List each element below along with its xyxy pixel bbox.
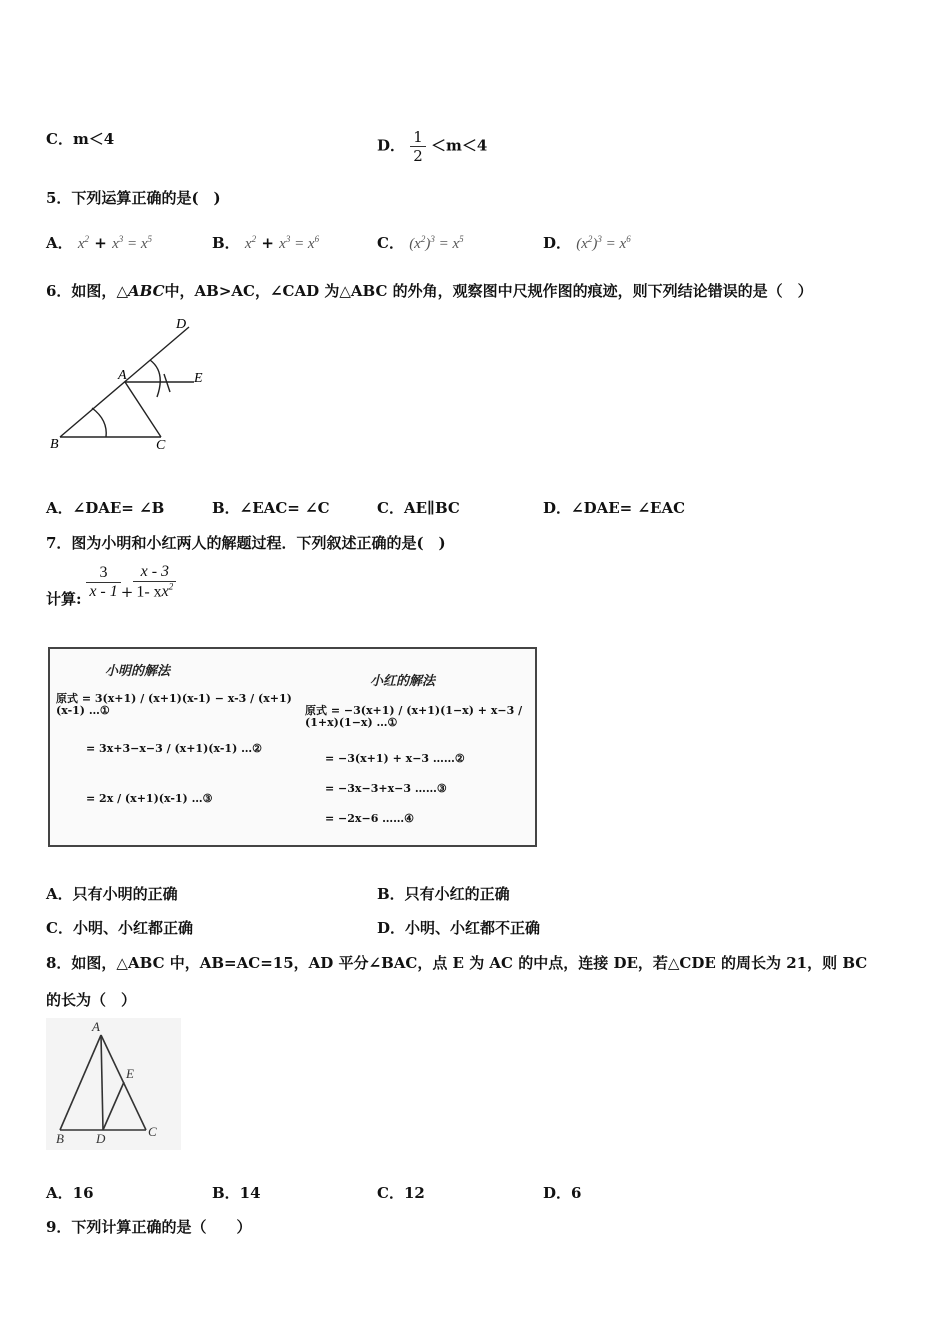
- q6-option-b[interactable]: B．∠EAC= ∠C: [212, 499, 330, 517]
- q7-plus: +: [120, 583, 134, 602]
- q5-option-d-label: D．: [543, 234, 572, 252]
- q7-xh-line-3: = −3x−3+x−3 ……③: [325, 782, 447, 795]
- q7-option-d[interactable]: D．小明、小红都不正确: [377, 919, 541, 937]
- q7-option-b[interactable]: B．只有小红的正确: [377, 885, 510, 903]
- q6-label-d: D: [176, 317, 187, 332]
- q5-option-a[interactable]: A． $x^2 + x^3 = x^5$: [46, 234, 153, 252]
- q6-arc-tick: [164, 374, 170, 392]
- q7-xh-line-4: = −2x−6 ……④: [325, 812, 415, 825]
- q7-option-c[interactable]: C．小明、小红都正确: [46, 919, 193, 937]
- q6-figure: [46, 312, 226, 457]
- q6-line-ac: [125, 382, 161, 437]
- q8-label-a: A: [92, 1019, 100, 1034]
- q5-option-c-label: C．: [377, 234, 404, 252]
- q8-option-c[interactable]: C．12: [377, 1184, 425, 1202]
- q9-stem: 9．下列计算正确的是（ ）: [46, 1218, 252, 1236]
- q7-expression: [46, 563, 176, 608]
- q4-option-d-fraction: $\frac{1}{2}$: [410, 128, 426, 165]
- q6-arc-b: [92, 408, 106, 437]
- q6-option-a[interactable]: A．∠DAE= ∠B: [46, 499, 165, 517]
- q7-xm-line-1: 原式 = 3(x+1) / (x+1)(x-1) − x-3 / (x+1)(x-1) …①: [56, 692, 292, 718]
- q8-label-b: B: [56, 1131, 64, 1146]
- q7-xm-title: 小明的解法: [105, 664, 171, 679]
- q8-stem-line-1: 8．如图，△ABC 中，AB=AC=15，AD 平分∠BAC，点 E 为 AC 的中点，连接 DE，若△CDE 的周长为 21，则 BC: [46, 954, 868, 972]
- q7-fraction-2: $\frac{x - 3}{1- xx^2}$: [133, 563, 176, 601]
- q4-option-d[interactable]: [377, 128, 487, 165]
- q6-option-c[interactable]: C．AE∥BC: [377, 499, 460, 517]
- q6-option-d[interactable]: D．∠DAE= ∠EAC: [543, 499, 686, 517]
- q7-fraction-1: $\frac{3}{x - 1}$: [86, 564, 120, 601]
- q6-label-b: B: [50, 437, 59, 452]
- q8-option-d[interactable]: D．6: [543, 1184, 582, 1202]
- q8-figure: [46, 1018, 181, 1150]
- q6-label-e: E: [194, 371, 203, 386]
- q6-label-c: C: [156, 438, 166, 453]
- q6-stem: 6．如图，△ABC中，AB>AC，∠CAD 为△ABC 的外角，观察图中尺规作图的痕迹，则下列结论错误的是（ ）: [46, 282, 813, 300]
- q7-calc-label: 计算:: [46, 589, 82, 608]
- q8-option-b[interactable]: B．14: [212, 1184, 261, 1202]
- q8-stem-line-2: 的长为（ ）: [46, 991, 137, 1009]
- q8-option-a[interactable]: A．16: [46, 1184, 94, 1202]
- q7-xm-line-2: = 3x+3−x−3 / (x+1)(x-1) …②: [86, 742, 262, 755]
- q7-option-a[interactable]: A．只有小明的正确: [46, 885, 178, 903]
- q7-solution-box: [48, 647, 537, 847]
- q4-option-d-rest: ＜m＜4: [431, 136, 488, 155]
- q5-option-a-label: A．: [46, 234, 73, 252]
- q4-option-c[interactable]: C．m＜4: [46, 130, 115, 148]
- q5-option-b-label: B．: [212, 234, 240, 252]
- q5-option-b[interactable]: B． $x^2 + x^3 = x^6$: [212, 234, 320, 252]
- q7-xh-line-1: 原式 = −3(x+1) / (x+1)(1−x) + x−3 / (1+x)(1−x) …①: [305, 704, 523, 730]
- q7-xh-title: 小红的解法: [370, 674, 436, 689]
- q7-xm-solution: [56, 693, 296, 833]
- q8-label-d: D: [96, 1131, 106, 1146]
- q7-xh-solution: [305, 705, 530, 837]
- q5-option-d[interactable]: D． $(x^2)^3 = x^6$: [543, 234, 631, 252]
- q7-xh-line-2: = −3(x+1) + x−3 ……②: [325, 752, 465, 765]
- q6-label-a: A: [118, 368, 127, 383]
- q5-stem: 5．下列运算正确的是( ): [46, 189, 221, 207]
- q8-label-e: E: [126, 1066, 134, 1081]
- q5-option-c[interactable]: C． $(x^2)^3 = x^5$: [377, 234, 464, 252]
- q4-option-d-label: D．: [377, 136, 406, 155]
- q7-xm-line-3: = 2x / (x+1)(x-1) …③: [86, 792, 213, 805]
- q6-arc-a: [150, 360, 160, 397]
- q8-label-c: C: [148, 1124, 157, 1139]
- q7-stem: 7．图为小明和小红两人的解题过程．下列叙述正确的是( ): [46, 534, 446, 552]
